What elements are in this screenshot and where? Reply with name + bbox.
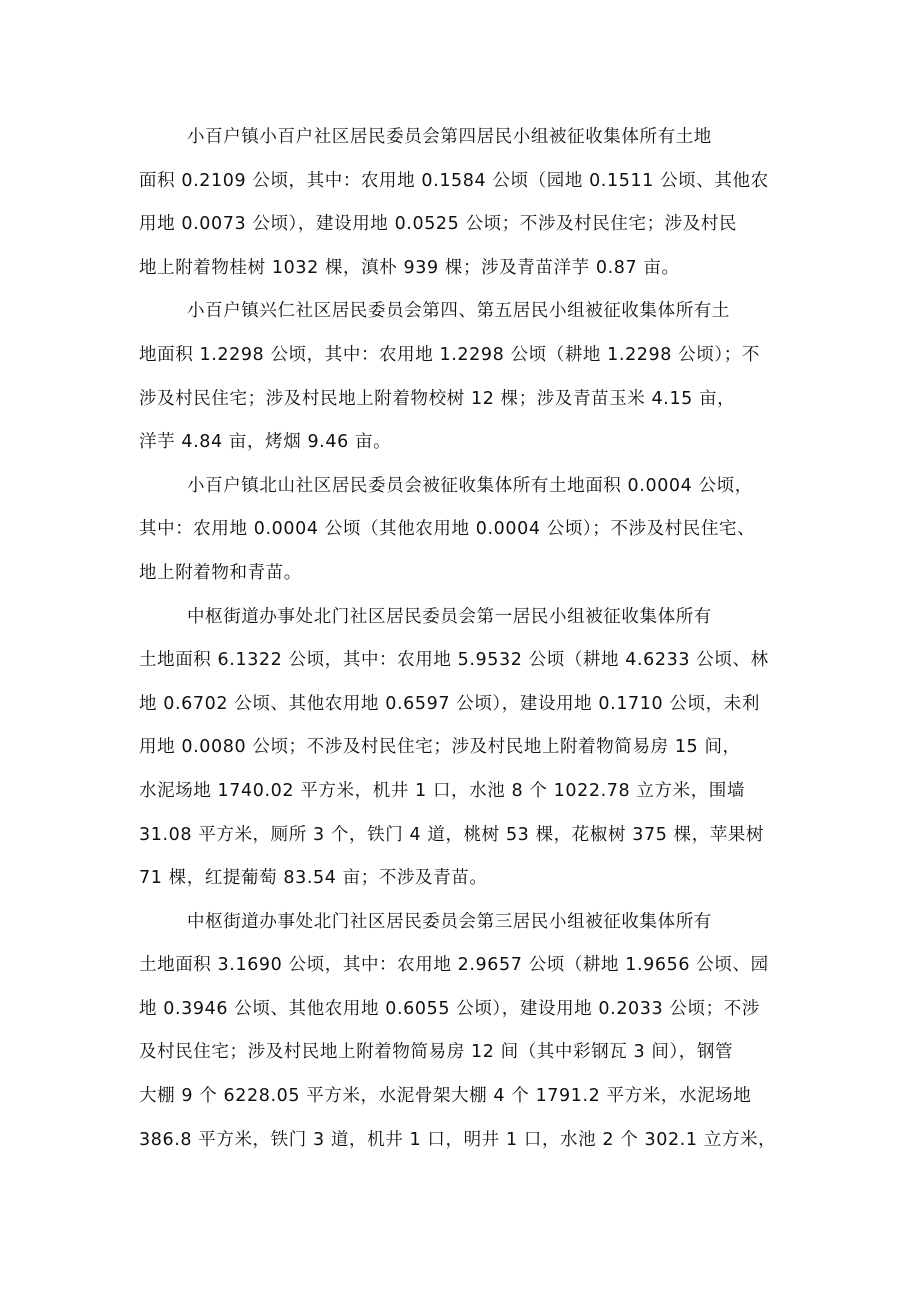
text-line: 及村民住宅；涉及村民地上附着物简易房 12 间（其中彩钢瓦 3 间），钢管: [139, 1042, 734, 1063]
paragraph-beimen-1st-group: [139, 596, 789, 901]
paragraph-xiaobaihu-4th-group: [139, 116, 789, 290]
text-line: 大棚 9 个 6228.05 平方米，水泥骨架大棚 4 个 1791.2 平方米，水泥场地: [139, 1086, 752, 1107]
text-line: 31.08 平方米，厕所 3 个，铁门 4 道，桃树 53 棵，花椒树 375 棵，苹果树: [139, 824, 765, 845]
text-line: 用地 0.0073 公顷），建设用地 0.0525 公顷；不涉及村民住宅；涉及村民: [139, 214, 738, 235]
text-line: 其中：农用地 0.0004 公顷（其他农用地 0.0004 公顷）；不涉及村民住宅、: [139, 519, 756, 540]
text-line: 中枢街道办事处北门社区居民委员会第三居民小组被征收集体所有: [187, 911, 712, 932]
text-line: 小百户镇兴仁社区居民委员会第四、第五居民小组被征收集体所有土: [187, 301, 730, 322]
text-line: 中枢街道办事处北门社区居民委员会第一居民小组被征收集体所有: [187, 606, 712, 627]
document-body: [139, 116, 789, 1162]
text-line: 面积 0.2109 公顷，其中：农用地 0.1584 公顷（园地 0.1511 公顷、其他农: [139, 170, 769, 191]
paragraph-beimen-3rd-group: [139, 901, 789, 1163]
text-line: 土地面积 3.1690 公顷，其中：农用地 2.9657 公顷（耕地 1.9656 公顷、园: [139, 955, 769, 976]
text-line: 用地 0.0080 公顷；不涉及村民住宅；涉及村民地上附着物简易房 15 间，: [139, 737, 741, 758]
text-line: 地上附着物桂树 1032 棵，滇朴 939 棵；涉及青苗洋芋 0.87 亩。: [139, 257, 680, 278]
text-line: 小百户镇北山社区居民委员会被征收集体所有土地面积 0.0004 公顷，: [187, 475, 753, 496]
text-line: 小百户镇小百户社区居民委员会第四居民小组被征收集体所有土地: [187, 127, 712, 147]
paragraph-xingren-4th-5th-group: [139, 290, 789, 464]
paragraph-beishan-community: [139, 465, 789, 596]
text-line: 地上附着物和青苗。: [139, 562, 302, 583]
text-line: 386.8 平方米，铁门 3 道，机井 1 口，明井 1 口，水池 2 个 302.1 立方米，: [139, 1129, 777, 1150]
text-line: 地面积 1.2298 公顷，其中：农用地 1.2298 公顷（耕地 1.2298 公顷）；不: [139, 344, 760, 365]
text-line: 水泥场地 1740.02 平方米，机井 1 口，水池 8 个 1022.78 立方米，围墙: [139, 780, 746, 801]
text-line: 涉及村民住宅；涉及村民地上附着物校树 12 棵；涉及青苗玉米 4.15 亩，: [139, 388, 736, 409]
text-line: 地 0.3946 公顷、其他农用地 0.6055 公顷），建设用地 0.2033 公顷；不涉: [139, 998, 760, 1019]
text-line: 土地面积 6.1322 公顷，其中：农用地 5.9532 公顷（耕地 4.6233 公顷、林: [139, 650, 769, 671]
text-line: 洋芋 4.84 亩，烤烟 9.46 亩。: [139, 432, 392, 453]
text-line: 地 0.6702 公顷、其他农用地 0.6597 公顷），建设用地 0.1710 公顷，未利: [139, 693, 760, 714]
text-line: 71 棵，红提葡萄 83.54 亩；不涉及青苗。: [139, 868, 488, 889]
